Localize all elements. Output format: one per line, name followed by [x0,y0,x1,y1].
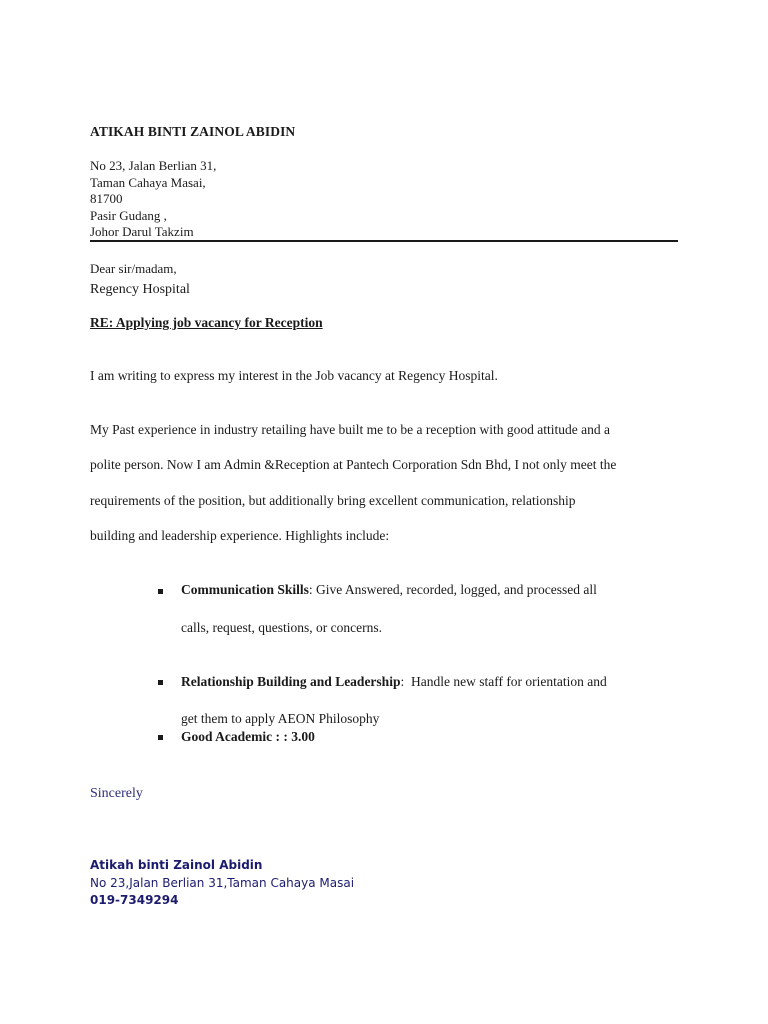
address-line: Johor Darul Takzim [90,224,194,239]
horizontal-divider [90,240,678,242]
highlight-item [181,582,597,598]
square-bullet-icon [158,680,163,685]
highlight-text-continued: calls, request, questions, or concerns. [181,620,382,635]
highlight-separator: : [400,674,411,689]
sender-name: ATIKAH BINTI ZAINOL ABIDIN [90,124,296,139]
sender-address [90,158,216,241]
highlight-title: Communication Skills [181,582,309,597]
address-line: No 23, Jalan Berlian 31, [90,158,217,173]
square-bullet-icon [158,735,163,740]
highlight-item [181,674,607,690]
address-line: Taman Cahaya Masai, [90,174,206,190]
paragraph-line: building and leadership experience. Highlights include: [90,528,390,543]
paragraph-line: requirements of the position, but additionally bring excellent communication, relationship [90,493,576,508]
signature-address: No 23,Jalan Berlian 31,Taman Cahaya Masai [90,876,355,890]
subject-line: RE: Applying job vacancy for Reception [90,315,323,330]
salutation: Dear sir/madam, [90,261,177,276]
square-bullet-icon [158,589,163,594]
address-line: Pasir Gudang , [90,207,167,223]
address-line: 81700 [90,191,123,206]
signature-name: Atikah binti Zainol Abidin [90,858,263,872]
recipient: Regency Hospital [90,282,190,297]
highlight-text-continued: get them to apply AEON Philosophy [181,711,380,726]
highlight-title: Good Academic : : 3.00 [181,729,315,744]
paragraph-line: My Past experience in industry retailing have built me to be a reception with good attitude and a [90,422,610,437]
signature-phone: 019-7349294 [90,893,179,907]
highlight-text: Handle new staff for orientation and [410,674,607,689]
intro-paragraph: I am writing to express my interest in the Job vacancy at Regency Hospital. [90,368,498,383]
paragraph-line: polite person. Now I am Admin &Reception at Pantech Corporation Sdn Bhd, I not only meet the [90,457,617,472]
highlight-text: Give Answered, recorded, logged, and processed all [316,582,597,597]
highlight-separator: : [308,582,317,597]
highlight-item [181,729,315,745]
highlight-title: Relationship Building and Leadership [181,674,401,689]
closing: Sincerely [90,786,143,801]
